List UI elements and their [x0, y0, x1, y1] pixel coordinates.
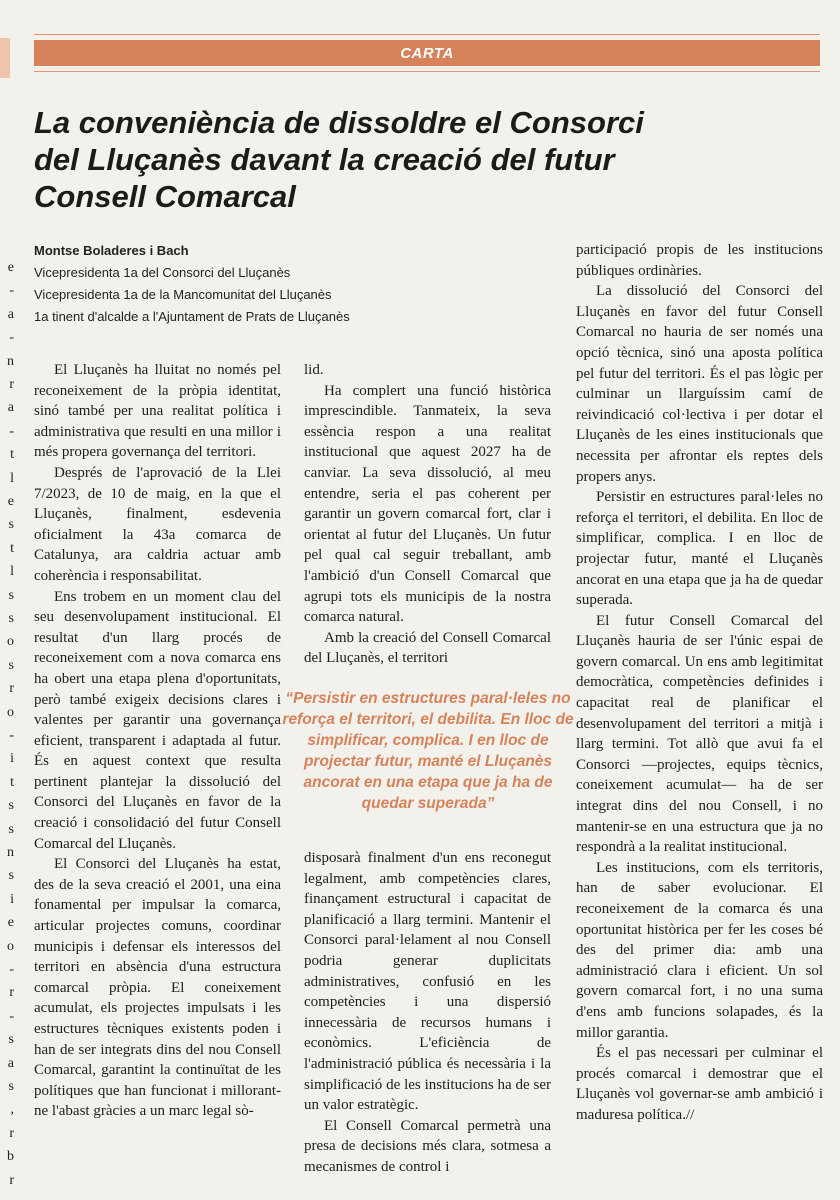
article-column-3 [576, 240, 823, 1126]
body-paragraph: Les institucions, com els territoris, han de saber evolucionar. El reconeixement de la comarca és una oportunitat històrica per fer les coses bé des del primer dia: amb una administració clara i eficient. Un sol govern comarcal fort, i no una suma d'ens amb funcions solapades, és la millor garantia. [576, 859, 823, 1041]
author-role: 1a tinent d'alcalde a l'Ajuntament de Prats de Lluçanès [34, 309, 350, 324]
text-fragment: s [8, 1079, 14, 1094]
text-fragment: o [7, 704, 14, 720]
text-fragment: - [9, 283, 14, 299]
text-fragment: l [10, 564, 14, 580]
text-fragment: - [9, 1008, 14, 1024]
article-column-2-top [304, 360, 551, 669]
body-paragraph: lid. [304, 362, 324, 378]
author-name: Montse Boladeres i Bach [34, 243, 189, 258]
text-fragment: - [9, 330, 14, 346]
text-fragment: a [7, 306, 14, 322]
body-paragraph: La dissolució del Consorci del Lluçanès en favor del futur Consell Comarcal no hauria de ser només una opció tècnica, sinó una aposta política pel futur del territori. És el pas lògic per culminar un llarguíssim camí de reivindicació col·lectiva i per dotar el Lluçanès de les eines institucionals que necessita per afrontar els reptes dels propers anys. [576, 283, 823, 485]
text-fragment: r [9, 1172, 14, 1188]
body-paragraph: Amb la creació del Consell Comarcal del Lluçanès, el territori [304, 629, 551, 667]
text-fragment: s [8, 821, 14, 837]
text-fragment: o [7, 938, 14, 954]
text-fragment: - [9, 962, 14, 977]
text-fragment: i [10, 751, 14, 767]
text-fragment: , [10, 1102, 14, 1118]
text-fragment: r [9, 1125, 14, 1141]
text-fragment: i [10, 891, 14, 907]
text-fragment: - [9, 423, 14, 439]
body-paragraph: participació propis de les institucions públiques ordinàries. [576, 242, 823, 279]
body-paragraph: Ens trobem en un moment clau del seu desenvolupament institucional. El resultat d'un llarg procés de reconeixement com a nova comarca ens ha obert una etapa plena d'oportunitats, però també exigeix decisions clares i valentes per garantir una governança eficient, transparent i adaptada al futur. És en aquest context que resulta pertinent plantejar la dissolució del Consorci del Lluçanès en favor de la creació i consolidació del futur Consell Comarcal del Lluçanès. [34, 588, 281, 852]
text-fragment: n [7, 353, 14, 369]
body-paragraph: El Lluçanès ha lluitat no només pel reconeixement de la pròpia identitat, sinó també per una realitat política i administrativa que resulti en una millor i més propera governança del territori. [34, 362, 281, 461]
text-fragment: s [8, 587, 14, 603]
body-paragraph: El Consell Comarcal permetrà una presa de decisions més clara, sotmesa a mecanismes de control i [304, 1117, 551, 1175]
section-label: CARTA [34, 40, 820, 66]
article-column-1 [34, 360, 281, 1122]
text-fragment: s [8, 798, 14, 814]
text-fragment: s [8, 868, 14, 884]
body-paragraph: Persistir en estructures paral·leles no reforça el territori, el debilita. En lloc de simplificar, complica. I en lloc de projectar futur, manté el Lluçanès ancorat en una etapa que ja ha de quedar superada. [576, 489, 823, 609]
article-column-2-bottom [304, 848, 551, 1178]
adjacent-section-bar [0, 38, 10, 78]
text-fragment: l [10, 470, 14, 486]
text-fragment: e [7, 260, 14, 275]
author-role: Vicepresidenta 1a de la Mancomunitat del Lluçanès [34, 287, 332, 302]
body-paragraph: El Consorci del Lluçanès ha estat, des de la seva creació el 2001, una eina fonamental per impulsar la comarca, articular projectes comuns, coordinar municipis i defensar els interessos del territori en absència d'una estructura comarcal pròpia. El coneixement acumulat, els projectes impulsats i les estructures tècniques existents poden i han de ser integrats dins del nou Consell Comarcal, garantint la continuïtat de les polítiques que han funcionat i millorant-ne l'abast gràcies a un marc legal sò- [34, 856, 281, 1120]
text-fragment: r [9, 377, 14, 392]
body-paragraph: És el pas necessari per culminar el procés comarcal i demostrar que el Lluçanès vol governar-se amb ambició i maduresa política.// [576, 1045, 823, 1123]
text-fragment: t [10, 774, 14, 790]
pull-quote: “Persistir en estructures paral·leles no reforça el territori, el debilita. En lloc de simplificar, complica. I en lloc de projectar futur, manté el Lluçanès ancorat en una etapa que ja ha de quedar superada” [282, 690, 574, 812]
body-paragraph: Ha complert una funció històrica imprescindible. Tanmateix, la seva essència respon a una realitat institucional que aquest 2027 ha de canviar. La seva dissolució, al meu entendre, seria el pas coherent per garantir un govern comarcal fort, clar i orientat al futur del Lluçanès. Un futur pel qual cal seguir treballant, amb l'ambició d'un Consell Comarcal que agrupi tots els municipis de la nostra comarca natural. [304, 382, 551, 626]
text-fragment: e [7, 915, 14, 931]
text-fragment: a [7, 400, 14, 416]
text-fragment: s [8, 657, 14, 673]
text-fragment: n [7, 845, 14, 860]
text-fragment: b [7, 1149, 14, 1165]
text-fragment: t [10, 447, 14, 463]
text-fragment: r [9, 985, 14, 1001]
author-role: Vicepresidenta 1a del Consorci del Lluçanès [34, 265, 291, 280]
text-fragment: a [7, 1055, 14, 1071]
body-paragraph: El futur Consell Comarcal del Lluçanès hauria de ser l'únic espai de govern comarcal. Un ens amb legitimitat democràtica, competències definides i capacitat real de planificar el desenvolupament del territori a mitjà i llarg termini. Tot allò que avui fa el Consorci —projectes, equips tècnics, coneixement acumulat— ha de ser integrat dins del nou Consell, i no mantenir-se en una estructura que ja no respondrà a la realitat institucional. [576, 612, 823, 856]
body-paragraph: disposarà finalment d'un ens reconegut legalment, amb competències clares, finançament estructural i capacitat de planificació a llarg termini. Mantenir el Consorci paral·lelament al nou Consell podria generar duplicitats administratives, confusió en les competències i una dispersió innecessària de recursos humans i econòmics. L'eficiència de l'administració pública és necessària i la simplificació de les institucions ha de ser un valor estratègic. [304, 850, 551, 1114]
text-fragment: e [7, 494, 14, 509]
body-paragraph: Després de l'aprovació de la Llei 7/2023, de 10 de maig, en la que el Lluçanès, finalment, esdevenia oficialment la 43a comarca de Catalunya, ara caldria actuar amb coherència i responsabilitat. [34, 464, 281, 584]
text-fragment: s [8, 1032, 14, 1048]
text-fragment: t [10, 540, 14, 556]
text-fragment: s [8, 611, 14, 626]
header-rule-top [34, 34, 820, 35]
text-fragment: - [9, 728, 14, 743]
text-fragment: s [8, 517, 14, 533]
text-fragment: r [9, 681, 14, 697]
byline [34, 240, 554, 328]
header-rule-bottom [34, 71, 820, 72]
article-headline: La conveniència de dissoldre el Consorci del Lluçanès davant la creació del futur Consell Comarcal [34, 105, 644, 214]
adjacent-column-fragments [0, 0, 18, 1200]
text-fragment: o [7, 634, 14, 650]
